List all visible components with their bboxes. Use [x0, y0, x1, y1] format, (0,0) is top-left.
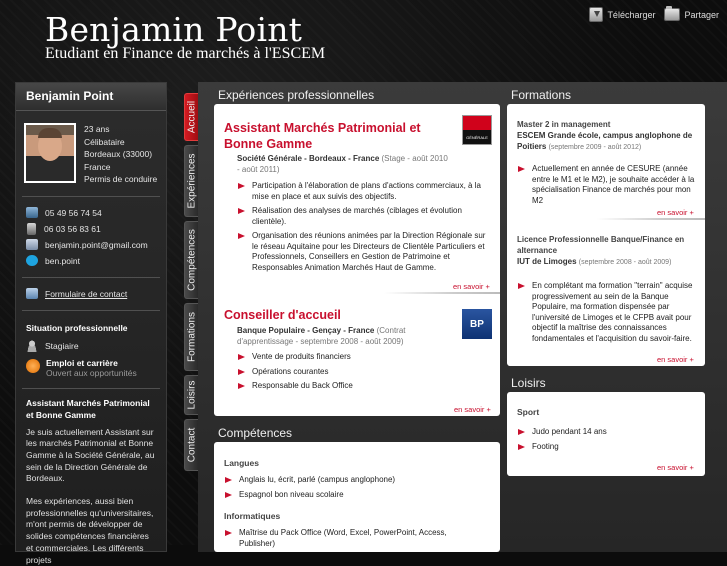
email-address[interactable]: benjamin.point@gmail.com — [45, 239, 148, 250]
loisirs-list — [517, 427, 697, 456]
bio-paragraph-2: Mes expériences, aussi bien professionnelles qu'universitaires, m'ont permis de développer de solides compétences financières et commerciales. Les différents projets — [26, 496, 154, 565]
profile-info — [84, 123, 157, 186]
divider — [22, 388, 160, 389]
list-item: Judo pendant 14 ans — [517, 427, 697, 438]
formation-school: ESCEM Grande école, campus anglophone de Poitiers (septembre 2009 - août 2012) — [517, 131, 693, 151]
more-link[interactable]: en savoir + — [657, 355, 694, 364]
profile-city: Bordeaux (33000) — [84, 149, 153, 159]
formations-card — [507, 104, 705, 366]
list-item: Actuellement en année de CESURE (année entre le M1 et le M2), je souhaite accéder à la spécialisation Finance de marchés pour mon M2 — [517, 164, 699, 206]
list-item: Anglais lu, écrit, parlé (campus anglophone) — [224, 475, 489, 486]
download-icon — [589, 7, 603, 22]
experience-title: Conseiller d'accueil — [224, 308, 341, 322]
profile-status: Célibataire — [84, 136, 125, 147]
site-title: Benjamin Point — [45, 10, 303, 49]
site-subtitle: Etudiant en Finance de marchés à l'ESCEM — [45, 45, 326, 62]
tab-label: Formations — [186, 311, 197, 363]
job-row — [16, 358, 166, 378]
tab-label: Compétences — [186, 229, 197, 291]
tab-accueil[interactable] — [184, 93, 198, 141]
tab-label: Contact — [186, 427, 197, 463]
contact-email — [16, 237, 166, 253]
situation-title: Situation professionnelle — [26, 322, 128, 333]
more-link[interactable]: en savoir + — [657, 463, 694, 472]
skype-icon — [26, 255, 38, 266]
profile-license: Permis de conduire — [84, 174, 158, 184]
experiences-heading: Expériences professionnelles — [218, 88, 375, 102]
experience-title-line2: Bonne Gamme — [224, 137, 313, 151]
download-button[interactable] — [589, 7, 655, 22]
experience-bullets — [237, 352, 492, 396]
informatique-list — [224, 528, 479, 553]
profile-block — [16, 111, 166, 186]
list-item: Réalisation des analyses de marchés (ciblages et évolution clientèle). — [237, 206, 492, 227]
list-item: Responsable du Back Office — [237, 381, 492, 392]
formation-item-2 — [517, 234, 701, 268]
experience-company: Société Générale - Bordeaux - France (Stage - août 2010 - août 2011) — [237, 154, 448, 174]
tab-loisirs[interactable] — [184, 375, 198, 415]
tab-competences[interactable] — [184, 221, 198, 299]
profile-age: 23 ans — [84, 124, 110, 134]
formation-bullets — [517, 164, 699, 210]
mobile-number: 06 03 56 83 61 — [44, 223, 101, 234]
list-item: Maîtrise du Pack Office (Word, Excel, PowerPoint, Access, Publisher) — [224, 528, 479, 549]
experiences-card — [214, 104, 500, 416]
experience-bullets — [237, 181, 492, 277]
bio-title: Assistant Marchés Patrimonial et Bonne Gamme — [26, 397, 150, 420]
competences-card — [214, 442, 500, 552]
langues-label: Langues — [224, 458, 259, 468]
tab-label: Expériences — [186, 153, 197, 209]
career-icon — [26, 359, 40, 373]
more-link[interactable]: en savoir + — [453, 282, 490, 291]
tab-label: Loisirs — [186, 380, 197, 410]
divider — [22, 277, 160, 278]
list-item: Organisation des réunions animées par la Direction Régionale sur le réseau Aquitaine pour les Directeurs de Clientèle Particuliers et Professionnels, Conseillers en Gestion de Patrimoine et Responsables Animation Marchés Haut de Gamme. — [237, 231, 492, 273]
formation-title: Licence Professionnelle Banque/Finance en alternance — [517, 235, 685, 255]
job-title: Emploi et carrière — [46, 357, 118, 368]
bio-paragraph-1: Je suis actuellement Assistant sur les marchés Patrimonial et Bonne Gamme à la Société Générale, au sein de la Direction Générale de Bordeaux. — [26, 426, 155, 484]
contact-form-link[interactable]: Formulaire de contact — [45, 288, 128, 299]
profile-photo — [24, 123, 76, 183]
sidebar-name: Benjamin Point — [16, 83, 166, 111]
share-label: Partager — [684, 9, 719, 20]
form-icon — [26, 288, 38, 299]
skype-id: ben.point — [45, 255, 80, 266]
download-label: Télécharger — [607, 9, 656, 20]
list-item: Footing — [517, 442, 697, 453]
profile-sidebar — [15, 82, 167, 565]
banque-populaire-logo: BP — [462, 309, 492, 339]
loisirs-heading: Loisirs — [511, 376, 546, 390]
contact-phone — [16, 205, 166, 221]
list-item: Participation à l'élaboration de plans d'actions commerciaux, à la mise en place et aux suivis des objectifs. — [237, 181, 492, 202]
person-icon — [26, 340, 38, 352]
contact-mobile — [16, 221, 166, 237]
separator — [384, 292, 500, 294]
formations-heading: Formations — [511, 88, 572, 102]
experience-company: Banque Populaire - Gençay - France (Contrat d'apprentissage - septembre 2008 - août 2009) — [237, 326, 406, 346]
tab-experiences[interactable] — [184, 145, 198, 217]
top-actions — [589, 7, 719, 22]
formation-school: IUT de Limoges (septembre 2008 - août 2009) — [517, 257, 672, 266]
vertical-tabs — [184, 93, 198, 475]
email-icon — [26, 239, 38, 250]
divider — [22, 196, 160, 197]
situation-value: Stagiaire — [45, 340, 79, 351]
list-item: Opérations courantes — [237, 367, 492, 378]
mobile-icon — [27, 223, 36, 235]
list-item: En complétant ma formation "terrain" acquise progressivement au sein de la Banque Populaire, ma formation dispensée par l'université de Limoges et le CFPB avait pour objectif la maîtrise des connaissances fondamentales et l'acquisition du savoir-faire. — [517, 281, 699, 344]
formation-title: Master 2 in management — [517, 120, 611, 129]
list-item: Vente de produits financiers — [237, 352, 492, 363]
profile-country: France — [84, 161, 111, 172]
contact-skype — [16, 253, 166, 269]
more-link[interactable]: en savoir + — [657, 208, 694, 217]
loisirs-card — [507, 392, 705, 476]
experience-item-1 — [224, 120, 456, 152]
separator — [597, 218, 705, 220]
experience-title: Assistant Marchés Patrimonial et — [224, 121, 421, 135]
formation-bullets — [517, 281, 699, 348]
more-link[interactable]: en savoir + — [454, 405, 491, 414]
informatique-label: Informatiques — [224, 511, 281, 521]
societe-generale-logo: GÉNÉRALE — [462, 115, 492, 145]
list-item: Espagnol bon niveau scolaire — [224, 490, 489, 501]
situation-row — [16, 338, 166, 354]
competences-heading: Compétences — [218, 426, 293, 440]
phone-icon — [26, 207, 38, 218]
langues-list — [224, 475, 489, 504]
contact-form-row — [16, 286, 166, 302]
tab-contact[interactable] — [184, 419, 198, 471]
formation-item-1 — [517, 119, 701, 153]
tab-formations[interactable] — [184, 303, 198, 371]
tab-label: Accueil — [186, 100, 197, 134]
sport-label: Sport — [517, 407, 540, 417]
divider — [22, 310, 160, 311]
folder-share-icon — [664, 8, 680, 21]
phone-number: 05 49 56 74 54 — [45, 207, 102, 218]
share-button[interactable] — [664, 7, 719, 22]
job-subtitle: Ouvert aux opportunités — [46, 367, 137, 378]
